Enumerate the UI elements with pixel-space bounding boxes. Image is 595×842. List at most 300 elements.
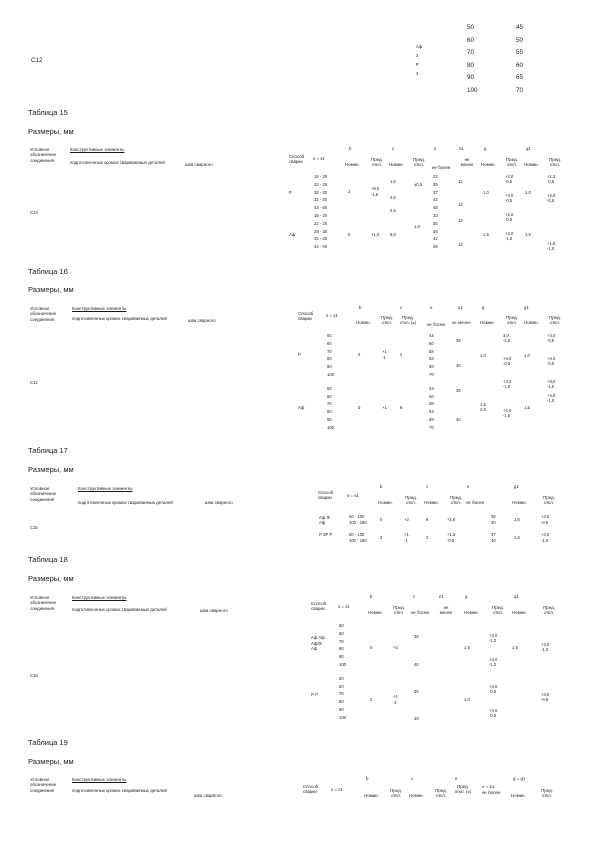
header-e: e — [430, 305, 433, 310]
header-s: s = s1 — [313, 156, 325, 161]
cell: 35 — [491, 514, 496, 519]
cell: 1,0 — [525, 190, 531, 195]
table-subtitle: Размеры, мм — [28, 127, 74, 136]
cell: -1,0 — [503, 384, 511, 389]
header-dev: Пред. откл. — [549, 315, 561, 326]
header-e1: e1 — [439, 594, 444, 599]
cell: 45 — [433, 244, 438, 250]
cell: 42 — [433, 197, 438, 203]
header-nom: Номин. — [524, 320, 539, 325]
header-nom: Номин. — [464, 610, 479, 615]
header-nom: Номин. — [512, 610, 527, 615]
header-dev: Пред. откл. — [506, 315, 518, 326]
cell: 1,5 — [390, 179, 396, 184]
cell: 1,0 — [464, 697, 470, 702]
cell: 70 — [429, 424, 434, 430]
header-b: b — [370, 594, 373, 599]
header-b: b — [359, 305, 362, 310]
header-e: e — [455, 776, 458, 781]
method-line: Аф — [416, 44, 423, 49]
cell: +2,0 — [505, 212, 514, 217]
header-b: b — [380, 484, 383, 489]
cell: 32 - 40 — [314, 197, 328, 203]
header-weld: шва сварного — [200, 608, 228, 613]
cell: -0,5 — [547, 179, 555, 184]
header-designation: Условное обозначение соединения — [30, 147, 57, 163]
header-c: c — [400, 305, 403, 310]
g-dev-column — [503, 333, 511, 418]
cell: 100 - 160 — [349, 538, 367, 543]
cell: -2 — [393, 700, 397, 705]
cell: 63 — [429, 409, 434, 415]
e-column — [491, 514, 496, 544]
cell: 50 — [327, 385, 332, 391]
cell: 35 — [414, 634, 419, 639]
cell: 42 - 50 — [314, 205, 328, 211]
table-title: Таблица 15 — [28, 108, 68, 117]
cell: 6,0 — [390, 232, 396, 237]
header-method: Способ сварки — [303, 784, 319, 795]
cell: 100 — [467, 86, 478, 94]
cell: 80 — [339, 699, 344, 705]
cell: 1,5 — [483, 232, 489, 237]
cell: -0,5 — [547, 338, 555, 343]
cell: 70 — [516, 86, 524, 94]
header-g1: g1 — [514, 594, 519, 599]
cell: 0 — [348, 232, 351, 237]
cell: +4,0 — [547, 393, 556, 398]
cell: 1,0 — [524, 353, 530, 358]
cell: +3,0 — [505, 231, 514, 236]
cell: +0,5 — [371, 186, 380, 191]
header-group: Конструктивные элементы — [78, 486, 133, 491]
cell: 1,5 — [524, 405, 530, 410]
cell: 50 - 100 — [349, 514, 365, 519]
row-method: Аф — [298, 405, 305, 410]
cell: 100 — [327, 424, 334, 430]
cell: 70 — [339, 638, 344, 644]
cell: 55 — [516, 49, 524, 56]
header-c: c — [413, 594, 416, 599]
cell: 3,0 — [503, 333, 509, 338]
g1-dev-column — [541, 642, 549, 702]
cell: 35 — [456, 388, 461, 393]
header-prep: подготовленных кромок свариваемых деталей — [70, 160, 165, 165]
cell: -0,5 — [503, 361, 511, 366]
header-group: Конструктивные элементы — [72, 777, 127, 782]
cell: 60 — [339, 683, 344, 689]
table-subtitle: Размеры, мм — [28, 757, 74, 766]
cell: +1,5 — [547, 241, 556, 246]
cell: -0,5 — [541, 697, 549, 702]
e-column — [429, 332, 434, 432]
header-nom: Номин. — [378, 500, 393, 505]
s-column — [349, 514, 367, 544]
table-subtitle: Размеры, мм — [28, 574, 74, 583]
cell: 40 — [414, 716, 419, 721]
header-dev: Пред. откл. — [390, 788, 402, 799]
cell: 12 — [458, 218, 463, 223]
header-notless: не менее — [439, 605, 453, 616]
row-code: С13 — [30, 210, 38, 215]
cell: 1,0 — [480, 353, 486, 358]
cell: 40 — [414, 662, 419, 667]
cell: 33 — [433, 212, 438, 218]
cell: 80 — [467, 61, 475, 69]
header-group: Конструктивные элементы — [72, 595, 127, 600]
header-e: e — [434, 146, 437, 151]
cell: +1,5 — [447, 532, 456, 537]
cell: -1,0 — [541, 538, 549, 543]
header-group: Конструктивные элементы — [72, 306, 127, 311]
cell: 38 — [433, 228, 438, 234]
cell: +1 — [404, 532, 409, 537]
cell: -1,0 — [547, 246, 555, 251]
header-weld: шва сварного — [185, 162, 213, 167]
s-column — [339, 622, 346, 722]
cell: +1 — [382, 349, 387, 354]
cell: -1,0 — [505, 236, 513, 241]
g-dev-column — [505, 174, 513, 241]
cell: 2 — [358, 352, 361, 357]
cell: 22 - 25 — [314, 181, 328, 187]
cell: -1,0 — [541, 647, 549, 652]
header-nom: Номин. — [356, 320, 371, 325]
cell: 40 — [456, 417, 461, 422]
header-prep: подготовленных кромок свариваемых деталей — [78, 500, 173, 505]
cell: 37 — [433, 189, 438, 195]
cell: +3,0 — [489, 633, 498, 638]
header-prep: подготовленных кромок свариваемых деталей — [72, 607, 167, 612]
row-method: Аф Ф Аф — [319, 515, 330, 525]
cell: 90 — [327, 364, 332, 370]
method-line: Р — [416, 62, 419, 67]
cell: 100 — [339, 661, 346, 667]
cell: 45 — [516, 24, 524, 31]
header-nom: Номин. — [368, 610, 383, 615]
table-title: Таблица 17 — [28, 446, 68, 455]
table-title: Таблица 18 — [28, 555, 68, 564]
header-dev-e: Пред. откл. (±) — [454, 784, 472, 795]
cell: +2 — [393, 645, 398, 650]
cell: 90 — [327, 416, 332, 422]
top-block-code: С12 — [31, 57, 43, 64]
cell: -1,0 — [489, 638, 497, 643]
header-dev: Пред. откл. — [506, 157, 518, 168]
cell: 22 - 25 — [314, 220, 328, 226]
method-line: 3 — [416, 71, 419, 76]
cell: 42 — [433, 236, 438, 242]
header-group: Конструктивные элементы — [70, 147, 125, 152]
cell: +3,0 — [541, 642, 550, 647]
cell: 68 — [429, 364, 434, 370]
cell: 35 — [414, 689, 419, 694]
cell: 1,0 — [483, 190, 489, 195]
cell: 1,5 — [514, 535, 520, 540]
cell: 1,5 — [480, 402, 486, 407]
cell: -1,5 — [371, 192, 379, 197]
cell: 50 — [429, 393, 434, 399]
header-dev: Пред. откл. — [543, 495, 555, 506]
header-g1: g1 — [514, 484, 519, 489]
header-dev: Пред. откл. — [371, 157, 383, 168]
cell: 100 — [327, 371, 334, 377]
header-method: Способ сварки — [311, 601, 327, 612]
cell: 2 — [370, 697, 373, 702]
cell: 50 — [516, 36, 524, 44]
cell: 2 — [426, 535, 429, 540]
header-dev-c: Пред. откл. (±) — [399, 315, 417, 326]
e-column — [433, 173, 438, 251]
cell: 50 — [339, 675, 344, 681]
header-prep: подготовленных кромок свариваемых деталей — [72, 316, 167, 321]
header-g: g — [484, 146, 487, 151]
cell: 0 — [380, 517, 383, 522]
cell: +3,0 — [547, 379, 556, 384]
cell: -0,5 — [505, 179, 513, 184]
header-g: g — [482, 305, 485, 310]
cell: 50 — [467, 24, 475, 31]
header-nom: Номин. — [389, 162, 404, 167]
cell: -1 — [382, 355, 386, 360]
cell: +4,0 — [541, 532, 550, 537]
header-nom: Номин. — [364, 793, 379, 798]
header-designation: Условное обозначение соединения — [30, 486, 57, 502]
cell: -1,0 — [489, 662, 497, 667]
cell: +4,0 — [503, 408, 512, 413]
cell: -1,0 — [503, 338, 511, 343]
header-method: Способ сварки — [289, 154, 305, 165]
cell: 35 — [433, 220, 438, 226]
header-dev: Пред. откл. — [450, 495, 462, 506]
cell: 100 - 160 — [349, 520, 367, 525]
cell: 65 — [516, 74, 524, 81]
cell: 12 — [458, 179, 463, 184]
cell: -1 — [404, 538, 408, 543]
cell: 100 — [339, 714, 346, 720]
cell: 60 — [327, 340, 332, 346]
header-g1: g1 — [526, 146, 531, 151]
top-block-col-a — [467, 22, 478, 97]
cell: 90 — [467, 74, 475, 81]
cell: 35 — [433, 181, 438, 187]
cell: -0,5 — [447, 538, 455, 543]
header-c: c — [426, 484, 429, 489]
cell: +1 — [382, 405, 387, 410]
header-dev: Пред. откл. — [413, 157, 425, 168]
cell: 50 — [327, 333, 332, 338]
cell: +2,0 — [547, 193, 556, 198]
cell: -1,0 — [547, 384, 555, 389]
cell: 42 - 50 — [314, 244, 328, 250]
cell: 60 — [339, 630, 344, 636]
cell: 70 — [339, 691, 344, 697]
cell: +3,0 — [489, 684, 498, 689]
cell: 1,5 — [464, 645, 470, 650]
header-designation: Условное обозначение соединения — [30, 595, 57, 611]
g1-dev-column — [547, 174, 555, 251]
cell: 63 — [429, 356, 434, 362]
cell: 50 — [429, 340, 434, 346]
cell: 40 — [491, 538, 496, 543]
header-notless: не менее — [452, 320, 471, 325]
header-c: c — [392, 146, 395, 151]
header-notmore: не более — [411, 610, 430, 615]
header-g-g1: g = g1 — [513, 776, 526, 781]
header-dev: Пред. откл. — [393, 605, 405, 616]
cell: 0 — [358, 405, 361, 410]
row-code: С15 — [30, 525, 38, 530]
cell: 40 — [491, 520, 496, 525]
header-dev: Пред. откл. — [405, 495, 417, 506]
header-b: b — [366, 776, 369, 781]
cell: 18 - 20 — [314, 174, 328, 179]
header-nom: Номин. — [424, 500, 439, 505]
cell: 2 — [348, 189, 351, 194]
header-prep: подготовленных кромок свариваемых деталей — [72, 788, 167, 793]
header-weld: шва сварного — [194, 793, 222, 798]
cell: 18 - 20 — [314, 212, 328, 218]
cell: +3,0 — [505, 193, 514, 198]
header-nom: Номин. — [511, 793, 526, 798]
header-e1: e1 — [458, 305, 463, 310]
cell: -1,0 — [547, 398, 555, 403]
header-s: s = s1 — [338, 604, 350, 609]
header-weld: шва сварного — [188, 318, 216, 323]
cell: +4,0 — [547, 356, 556, 361]
cell: 0 — [370, 645, 373, 650]
cell: 90 — [339, 654, 344, 660]
cell: 80 — [327, 356, 332, 362]
row-method: Аф — [289, 232, 296, 237]
cell: -1,0 — [503, 413, 511, 418]
cell: 70 — [327, 348, 332, 354]
row-method: Р ЗР Р — [319, 532, 333, 537]
cell: 6 — [426, 517, 429, 522]
g1-dev-column — [541, 514, 549, 544]
cell: 32 - 40 — [314, 236, 328, 242]
cell: 6 — [400, 405, 403, 410]
row-method: Р Р — [311, 692, 318, 697]
row-method: Аф Аф Аф/Ф Аф — [311, 635, 325, 651]
row-method: Р — [289, 190, 292, 195]
header-method: Способ сварки — [318, 490, 334, 501]
method-line: 3 — [416, 53, 419, 58]
header-nom: Номин. — [512, 500, 527, 505]
header-dev: Пред. откл. — [381, 315, 393, 326]
top-block-method — [416, 44, 422, 76]
cell: +4,0 — [489, 657, 498, 662]
header-b: b — [349, 146, 352, 151]
cell: +3,0 — [547, 333, 556, 338]
cell: 58 — [429, 401, 434, 407]
cell: 28 - 30 — [314, 189, 328, 195]
cell: -0,5 — [505, 198, 513, 203]
cell: 60 — [327, 393, 332, 399]
cell: 90 — [339, 706, 344, 712]
s-column — [327, 332, 334, 432]
cell: +4,0 — [503, 356, 512, 361]
cell: -0,5 — [547, 361, 555, 366]
cell: +2,0 — [505, 174, 514, 179]
cell: 48 — [433, 205, 438, 211]
header-e1: e1 — [459, 146, 464, 151]
header-notmore: не более — [432, 165, 451, 170]
header-s: s = s1 — [347, 493, 359, 498]
header-notless: не менее — [460, 157, 474, 168]
header-c: c — [411, 776, 414, 781]
row-code: С16 — [30, 673, 38, 678]
cell: -0,5 — [489, 713, 497, 718]
cell: 1,0 — [514, 517, 520, 522]
cell: 2,0 — [390, 195, 396, 200]
header-notmore: не более — [466, 500, 485, 505]
cell: 60 — [467, 36, 475, 44]
header-notmore: не более — [482, 790, 501, 795]
header-nom: Номин. — [409, 793, 424, 798]
cell: +1,0 — [371, 232, 380, 237]
header-e: e — [467, 484, 470, 489]
cell: -0,5 — [547, 198, 555, 203]
g-dev-column — [489, 633, 497, 718]
cell: +1,5 — [547, 174, 556, 179]
cell: 14 — [458, 242, 463, 247]
cell: 35 — [456, 338, 461, 343]
cell: 1,0 — [414, 224, 420, 229]
header-designation: Условное обозначение соединения — [30, 306, 57, 322]
cell: -0,5 — [505, 217, 513, 222]
header-designation: Условное обозначение соединения — [30, 777, 57, 793]
cell: +3,0 — [503, 379, 512, 384]
cell: 80 — [339, 646, 344, 652]
cell: 43 — [429, 385, 434, 391]
row-method: Р — [298, 352, 301, 357]
cell: 2,5 — [480, 407, 486, 412]
header-e-e1: e = e1 — [482, 784, 495, 789]
cell: 2 — [380, 535, 383, 540]
header-s: s = s1 — [331, 787, 343, 792]
cell: +3,0 — [541, 692, 550, 697]
cell: +1,0 — [447, 517, 456, 522]
cell: +2 — [404, 517, 409, 522]
table-subtitle: Размеры, мм — [28, 465, 74, 474]
header-notmore: не более — [427, 322, 446, 327]
table-subtitle: Размеры, мм — [28, 285, 74, 294]
cell: 80 — [327, 409, 332, 415]
header-dev: Пред. откл. — [435, 788, 447, 799]
cell: +4,0 — [541, 514, 550, 519]
header-s: s = s1 — [326, 313, 338, 318]
cell: 50 - 100 — [349, 532, 365, 537]
row-code: С14 — [30, 380, 38, 385]
cell: -0,5 — [489, 689, 497, 694]
header-nom: Номин. — [345, 162, 360, 167]
header-method: Способ сварки — [298, 311, 314, 322]
table-title: Таблица 19 — [28, 738, 68, 747]
cell: 1,5 — [525, 232, 531, 237]
header-dev: Пред. откл. — [549, 157, 561, 168]
header-nom: Номин. — [481, 162, 496, 167]
cell: 37 — [491, 532, 496, 537]
table-title: Таблица 16 — [28, 267, 68, 276]
s-column — [314, 173, 327, 251]
header-nom: Номин. — [524, 162, 539, 167]
cell: 33 — [433, 174, 438, 179]
header-weld: шва сварного — [205, 500, 233, 505]
header-dev: Пред. откл. — [492, 605, 504, 616]
header-g: g — [465, 594, 468, 599]
header-nom: Номин. — [480, 320, 495, 325]
